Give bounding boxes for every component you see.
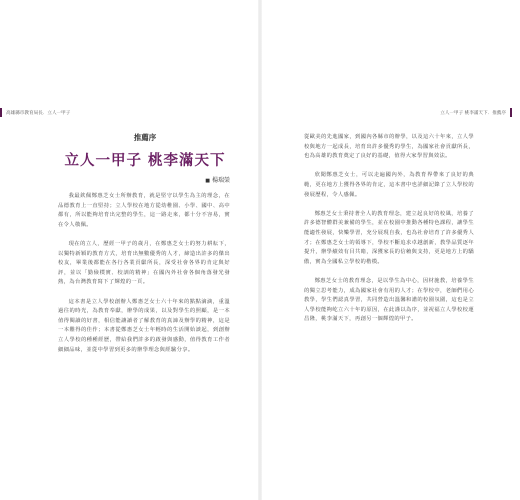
preface-kicker: 推薦序 [133,133,157,142]
running-head-left: 高雄縣市教育局長．立人一甲子 [0,108,70,117]
right-page [262,0,512,500]
paragraph: 鄭惠芝女士的教育理念，是以學生為中心，因材施教，培養學生的獨立思考能力，成為國家社會有用的人才；在學校中，老師們用心教學，學生們認真學習，共同營造出溫馨和諧的校園氛圍，這也是立人學校能夠屹立六十年的原因，在此謹以為序，並祝福立人學校校運昌隆，桃李滿天下，再創另一個輝煌的甲子。 [304,277,474,323]
preface-author: ■ 楊瑞榮 [205,177,230,184]
paragraph: 從歐美的先進國家，到國內各縣市的辦學，以及這六十年來，立人學校與地方一起成長，培育出許多優秀的學生，為國家社會貢獻所長，也為高雄的教育奠定了良好的基礎，值得大家學習與效法。 [304,134,474,160]
running-head-right: 立人一甲子 桃李滿天下．推薦序 [440,108,512,117]
author-bullet-icon: ■ [205,178,210,184]
page-edge-marker [0,108,2,117]
paragraph: 現在的立人，歷經一甲子的歲月，在鄭惠芝女士的努力耕耘下，以獨特新穎的教育方式，培育出無數優秀的人才，締造出許多的傑出校友，畢業後都能在各行各業貢獻所長，深受社會各界的肯定與好評，並以「勤儉樸實、校訓的精神」在國內外社會各個角落發光發熱，為台灣教育寫下了輝煌的一頁。 [58,240,230,286]
preface-title-block [60,132,230,184]
right-body-text [304,133,474,334]
paragraph: 欣聞鄭惠芝女士，可以走遍國內外，為教育界帶來了良好的典範，更在地方上獲得各界的肯定，這本書中也詳細記錄了立人學校的發展歷程，令人感佩。 [304,172,474,198]
preface-title: 立人一甲子 桃李滿天下 [64,152,226,169]
paragraph: 鄭惠芝女士秉持著全人的教育理念，建立起良好的校風，培養了許多德智體群美兼備的學生，並在校園中推動各種特色課程，讓學生能適性發展，快樂學習，充分展現自我，也為社會培育了許多優秀人才；在鄭惠芝女士的領導下，學校不斷追求卓越創新，教學品質逐年提升，辦學績效有目共睹，深獲家長的信賴與支持，更是地方上的驕傲，實為全國私立學校的楷模。 [304,210,474,265]
paragraph: 我最欽佩鄭惠芝女士所辦教育，就是堅守以學生為主的理念，在品德教育上一直堅持；立人學校在地方從幼稚園、小學、國中、高中都有，所以能夠培育出完整的學生，這一路走來，都十分不容易，實在令人敬佩。 [58,193,230,228]
paragraph: 這本書是立人學校創辦人鄭惠芝女士六十年來的點點滴滴，重溫過往的時光，為教育奉獻，辦學的成果，以及對學生的照顧，是一本值得閱讀的好書，相信能讓讀者了解教育的真諦及辦學的精神，這是一本難得的佳作；本書從鄭惠芝女士年輕時的生活開始談起，到創辦立人學校的種種經歷，帶給我們許多的啟發與感動，值得教育工作者細細品味，並從中學習到更多的辦學理念與經驗分享。 [58,298,230,353]
left-page [0,0,250,500]
page-edge-marker [510,108,512,117]
left-body-text [58,192,230,365]
